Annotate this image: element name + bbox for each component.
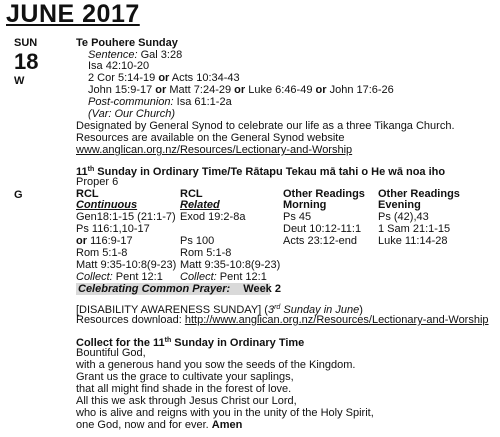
col4-reading-2: 1 Sam 21:1-15 — [378, 223, 451, 235]
download-label: Resources download: — [76, 314, 182, 326]
col3-reading-1: Ps 45 — [283, 211, 312, 223]
col4-reading-3: Luke 11:14-28 — [378, 235, 448, 247]
lectionary-download-link[interactable]: http://www.anglican.org.nz/Resources/Lectionary-and-Worship — [184, 314, 489, 326]
liturgical-color-white: W — [14, 75, 25, 87]
col4-heading: Other Readings — [378, 188, 460, 200]
celebrating-label: Celebrating Common Prayer: — [78, 283, 231, 295]
col1-collect: Pent 12:1 — [115, 271, 163, 283]
col1-collect-line — [76, 271, 163, 283]
collect-line-7-text: one God, now and for ever. — [76, 419, 209, 431]
reading-john15: John 15:9-17 — [88, 84, 153, 96]
reading-corinthians-line — [88, 72, 240, 84]
col1-heading: RCL — [76, 188, 99, 200]
disability-sup: rd — [274, 304, 281, 311]
collect-title-post: Sunday in Ordinary Time — [171, 337, 305, 349]
col2-heading: RCL — [180, 188, 203, 200]
sentence-label: Sentence: — [88, 49, 138, 61]
week-label: Week 2 — [243, 283, 281, 295]
proper-label: Proper 6 — [76, 176, 119, 188]
reading-matt7: Matt 7:24-29 — [169, 84, 232, 96]
col2-subheading: Related — [180, 199, 220, 211]
collect-title-pre: Collect for the 11 — [76, 337, 165, 349]
designation-note: Designated by General Synod to celebrate our life as a three Tikanga Church. — [76, 120, 455, 132]
col2-collect-line — [180, 271, 267, 283]
collect-label: Collect: — [180, 271, 217, 283]
heading-rest: Sunday in Ordinary Time/Te Rātapu Tekau mā tahi o He wā noa iho — [94, 166, 446, 178]
col2-collect: Pent 12:1 — [219, 271, 267, 283]
day-of-week: SUN — [14, 37, 38, 49]
reading-gospels-line — [88, 84, 394, 96]
collect-label: Collect: — [76, 271, 113, 283]
collect-line-6: who is alive and reigns with you in the unity of the Holy Spirit, — [76, 407, 374, 419]
col1-reading-2: Ps 116:1,10-17 — [76, 223, 150, 235]
col3-heading: Other Readings — [283, 188, 365, 200]
postcommunion-line — [88, 96, 232, 108]
col1-reading-5: Matt 9:35-10:8(9-23) — [76, 259, 177, 271]
or-word: or — [155, 84, 167, 96]
col1-reading-4: Rom 5:1-8 — [76, 247, 128, 259]
col2-reading-4: Rom 5:1-8 — [180, 247, 232, 259]
col3-reading-2: Deut 10:12-11:1 — [283, 223, 362, 235]
amen: Amen — [211, 419, 243, 431]
collect-line-4: that all might find shade in the forest of love. — [76, 383, 292, 395]
liturgical-color-green: G — [14, 189, 23, 201]
or-word: or — [234, 84, 246, 96]
col3-reading-3: Acts 23:12-end — [283, 235, 357, 247]
or-word: or — [76, 235, 87, 247]
paren-close: ) — [359, 304, 363, 316]
collect-line-3: Grant us the grace to cultivate your saplings, — [76, 371, 294, 383]
disability-rest: Sunday in June — [280, 304, 360, 316]
collect-title-sup: th — [164, 337, 172, 344]
reading-acts: Acts 10:34-43 — [171, 72, 240, 84]
heading-num: 11 — [76, 166, 88, 178]
postcommunion-label: Post-communion: — [88, 96, 174, 108]
col1-reading-1: Gen18:1-15 (21:1-7) — [76, 211, 176, 223]
disability-label: [DISABILITY AWARENESS SUNDAY] — [76, 304, 262, 316]
col1-subheading: Continuous — [76, 199, 138, 211]
col4-reading-1: Ps (42),43 — [378, 211, 429, 223]
col2-reading-3: Ps 100 — [180, 235, 215, 247]
sentence-ref: Gal 3:28 — [140, 49, 183, 61]
synod-resources-link[interactable]: www.anglican.org.nz/Resources/Lectionary-and-Worship — [76, 144, 353, 156]
collect-line-5: All this we ask through Jesus Christ our Lord, — [76, 395, 297, 407]
var-note: (Var: Our Church) — [88, 108, 176, 120]
collect-line-1: Bountiful God, — [76, 347, 146, 359]
reading-john17: John 17:6-26 — [329, 84, 394, 96]
col2-reading-1: Exod 19:2-8a — [180, 211, 246, 223]
entry-heading: Te Pouhere Sunday — [76, 37, 178, 49]
celebrating-bar — [76, 283, 281, 295]
col2-reading-5: Matt 9:35-10:8(9-23) — [180, 259, 281, 271]
col1-reading-3: 116:9-17 — [90, 235, 133, 247]
reading-luke6: Luke 6:46-49 — [248, 84, 313, 96]
collect-line-7 — [76, 419, 242, 431]
postcommunion-ref: Isa 61:1-2a — [176, 96, 232, 108]
reading-2cor: 2 Cor 5:14-19 — [88, 72, 156, 84]
reading-isaiah: Isa 42:10-20 — [88, 60, 150, 72]
sunday-heading — [76, 164, 445, 178]
or-word: or — [315, 84, 327, 96]
paren-open: ( — [264, 304, 268, 316]
download-line — [76, 314, 489, 326]
col1-reading-3-line — [76, 235, 133, 247]
heading-sup: th — [87, 166, 95, 173]
collect-line-2: with a generous hand you sow the seeds of the Kingdom. — [76, 359, 356, 371]
col3-subheading: Morning — [283, 199, 327, 211]
col4-subheading: Evening — [378, 199, 421, 211]
day-number: 18 — [14, 49, 39, 74]
or-word: or — [158, 72, 170, 84]
disability-num: 3 — [267, 304, 275, 316]
resources-note: Resources are available on the General Synod website — [76, 132, 345, 144]
page-title: JUNE 2017 — [6, 0, 140, 28]
